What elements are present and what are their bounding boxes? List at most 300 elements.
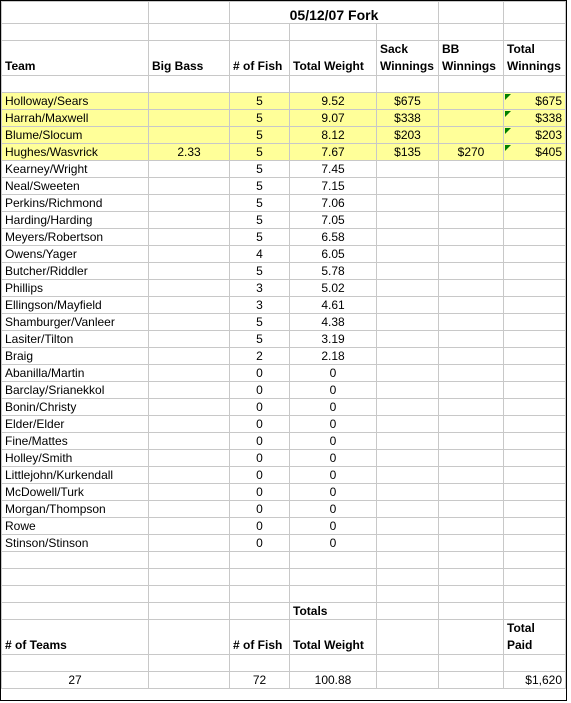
big-bass-cell-text: 2.33 xyxy=(177,145,201,159)
comment-marker-icon xyxy=(505,111,511,117)
num-fish-cell[interactable] xyxy=(230,314,290,331)
num-fish-cell-text: 5 xyxy=(256,315,263,329)
cell[interactable] xyxy=(504,552,566,569)
total-paid-value[interactable]: $1,620 xyxy=(504,672,566,689)
total-weight-cell[interactable] xyxy=(290,433,377,450)
team-cell[interactable] xyxy=(2,144,149,161)
total-winnings-cell[interactable] xyxy=(504,229,566,246)
total-weight-cell[interactable] xyxy=(290,416,377,433)
cell[interactable] xyxy=(439,24,504,41)
total-weight-cell[interactable] xyxy=(290,399,377,416)
team-cell[interactable] xyxy=(2,297,149,314)
team-cell[interactable] xyxy=(2,178,149,195)
team-cell[interactable] xyxy=(2,518,149,535)
total-winnings-cell[interactable] xyxy=(504,263,566,280)
total-winnings-cell[interactable] xyxy=(504,382,566,399)
header-sack-winnings[interactable] xyxy=(377,41,439,76)
cell[interactable] xyxy=(290,76,377,93)
bb-winnings-cell[interactable] xyxy=(439,416,504,433)
cell[interactable] xyxy=(439,603,504,620)
total-winnings-cell[interactable] xyxy=(504,246,566,263)
total-winnings-cell[interactable] xyxy=(504,416,566,433)
num-fish-cell[interactable] xyxy=(230,93,290,110)
team-cell[interactable] xyxy=(2,212,149,229)
total-weight-cell[interactable] xyxy=(290,246,377,263)
big-bass-cell[interactable] xyxy=(149,365,230,382)
cell[interactable] xyxy=(377,620,439,655)
total-weight-cell[interactable] xyxy=(290,518,377,535)
bb-winnings-cell[interactable] xyxy=(439,212,504,229)
team-cell[interactable] xyxy=(2,433,149,450)
header-team[interactable]: Team xyxy=(2,41,149,76)
big-bass-cell[interactable] xyxy=(149,110,230,127)
header-num-fish[interactable]: # of Fish xyxy=(230,41,290,76)
sack-winnings-cell[interactable] xyxy=(377,399,439,416)
cell[interactable] xyxy=(377,552,439,569)
cell[interactable] xyxy=(290,24,377,41)
total-weight-cell-text: 9.07 xyxy=(321,111,345,125)
cell[interactable] xyxy=(377,655,439,672)
bb-winnings-cell[interactable] xyxy=(439,195,504,212)
sack-winnings-cell[interactable] xyxy=(377,416,439,433)
total-winnings-cell[interactable] xyxy=(504,399,566,416)
team-cell[interactable] xyxy=(2,331,149,348)
sack-winnings-cell[interactable] xyxy=(377,246,439,263)
cell[interactable] xyxy=(377,569,439,586)
bb-winnings-cell[interactable] xyxy=(439,535,504,552)
total-weight-cell[interactable] xyxy=(290,450,377,467)
total-weight-cell-text: 0 xyxy=(329,434,337,448)
sheet-title[interactable]: 05/12/07 Fork xyxy=(230,2,439,24)
total-winnings-cell[interactable] xyxy=(504,110,566,127)
cell[interactable] xyxy=(290,552,377,569)
sack-winnings-cell[interactable] xyxy=(377,93,439,110)
sack-winnings-cell[interactable] xyxy=(377,212,439,229)
total-weight-value[interactable]: 100.88 xyxy=(290,672,377,689)
cell[interactable] xyxy=(439,672,504,689)
bb-winnings-cell[interactable] xyxy=(439,110,504,127)
cell[interactable] xyxy=(504,586,566,603)
num-fish-cell[interactable] xyxy=(230,484,290,501)
team-cell[interactable] xyxy=(2,467,149,484)
team-cell-text: Harding/Harding xyxy=(5,213,93,227)
total-winnings-cell[interactable] xyxy=(504,93,566,110)
total-winnings-cell[interactable] xyxy=(504,484,566,501)
total-paid-label[interactable] xyxy=(504,620,566,655)
bb-winnings-cell[interactable] xyxy=(439,314,504,331)
team-cell-text: Littlejohn/Kurkendall xyxy=(5,468,114,482)
num-fish-cell[interactable] xyxy=(230,348,290,365)
cell[interactable] xyxy=(2,586,149,603)
total-weight-cell-text: 2.18 xyxy=(321,349,345,363)
cell[interactable] xyxy=(439,552,504,569)
big-bass-cell[interactable] xyxy=(149,127,230,144)
cell[interactable] xyxy=(290,569,377,586)
team-cell[interactable] xyxy=(2,195,149,212)
big-bass-cell[interactable] xyxy=(149,263,230,280)
bb-winnings-cell[interactable] xyxy=(439,484,504,501)
cell[interactable] xyxy=(149,655,230,672)
big-bass-cell[interactable] xyxy=(149,348,230,365)
table-row xyxy=(2,484,566,501)
bb-winnings-cell[interactable] xyxy=(439,263,504,280)
total-weight-cell[interactable] xyxy=(290,229,377,246)
team-cell[interactable] xyxy=(2,450,149,467)
num-fish-cell[interactable] xyxy=(230,229,290,246)
cell[interactable] xyxy=(149,2,230,24)
total-weight-cell[interactable] xyxy=(290,314,377,331)
total-winnings-cell[interactable] xyxy=(504,518,566,535)
team-cell[interactable] xyxy=(2,110,149,127)
header-total-weight[interactable]: Total Weight xyxy=(290,41,377,76)
sack-winnings-cell[interactable] xyxy=(377,263,439,280)
num-fish-cell[interactable] xyxy=(230,433,290,450)
cell[interactable] xyxy=(377,24,439,41)
total-weight-cell[interactable] xyxy=(290,195,377,212)
team-cell[interactable] xyxy=(2,263,149,280)
big-bass-cell[interactable] xyxy=(149,178,230,195)
big-bass-cell[interactable] xyxy=(149,399,230,416)
total-weight-cell[interactable] xyxy=(290,382,377,399)
total-weight-cell[interactable] xyxy=(290,484,377,501)
num-fish-cell-text: 0 xyxy=(256,383,263,397)
bb-winnings-cell[interactable] xyxy=(439,382,504,399)
cell[interactable] xyxy=(230,24,290,41)
total-winnings-cell[interactable] xyxy=(504,433,566,450)
cell[interactable] xyxy=(377,672,439,689)
cell[interactable] xyxy=(230,603,290,620)
total-paid-line2: Paid xyxy=(507,638,533,652)
num-fish-cell[interactable] xyxy=(230,178,290,195)
cell[interactable] xyxy=(290,586,377,603)
total-winnings-cell[interactable] xyxy=(504,212,566,229)
big-bass-cell[interactable] xyxy=(149,144,230,161)
team-cell[interactable] xyxy=(2,348,149,365)
num-fish-cell-text: 0 xyxy=(256,536,263,550)
total-winnings-cell[interactable] xyxy=(504,144,566,161)
big-bass-cell[interactable] xyxy=(149,416,230,433)
big-bass-cell[interactable] xyxy=(149,433,230,450)
sack-winnings-cell[interactable] xyxy=(377,195,439,212)
total-weight-cell-text: 0 xyxy=(329,417,337,431)
big-bass-cell[interactable] xyxy=(149,467,230,484)
sack-winnings-cell[interactable] xyxy=(377,365,439,382)
total-winnings-cell[interactable] xyxy=(504,331,566,348)
num-fish-cell[interactable] xyxy=(230,416,290,433)
num-fish-cell[interactable] xyxy=(230,127,290,144)
sack-winnings-cell[interactable] xyxy=(377,518,439,535)
big-bass-cell[interactable] xyxy=(149,331,230,348)
total-weight-cell[interactable] xyxy=(290,144,377,161)
cell[interactable] xyxy=(149,620,230,655)
team-cell-text: Braig xyxy=(5,349,34,363)
sack-winnings-cell-text: $135 xyxy=(394,145,421,159)
cell[interactable] xyxy=(504,569,566,586)
total-weight-cell[interactable] xyxy=(290,178,377,195)
header-big-bass[interactable]: Big Bass xyxy=(149,41,230,76)
cell[interactable] xyxy=(439,620,504,655)
num-fish-cell[interactable] xyxy=(230,518,290,535)
cell[interactable] xyxy=(377,76,439,93)
num-fish-cell[interactable] xyxy=(230,331,290,348)
header-bb-winnings[interactable] xyxy=(439,41,504,76)
bb-winnings-cell[interactable] xyxy=(439,280,504,297)
sack-winnings-cell[interactable] xyxy=(377,501,439,518)
sack-winnings-cell[interactable] xyxy=(377,314,439,331)
team-cell-text: Lasiter/Tilton xyxy=(5,332,74,346)
cell[interactable] xyxy=(504,76,566,93)
team-cell-text: Holloway/Sears xyxy=(5,94,89,108)
cell[interactable] xyxy=(439,569,504,586)
team-cell-text: Perkins/Richmond xyxy=(5,196,103,210)
team-cell[interactable] xyxy=(2,501,149,518)
sack-winnings-cell[interactable] xyxy=(377,161,439,178)
cell[interactable] xyxy=(504,655,566,672)
cell[interactable] xyxy=(2,655,149,672)
sack-winnings-cell[interactable] xyxy=(377,127,439,144)
cell[interactable] xyxy=(149,24,230,41)
big-bass-cell[interactable] xyxy=(149,501,230,518)
team-cell-text: Stinson/Stinson xyxy=(5,536,89,550)
num-fish-label[interactable]: # of Fish xyxy=(230,620,290,655)
table-row xyxy=(2,399,566,416)
num-fish-cell[interactable] xyxy=(230,161,290,178)
team-cell-text: Harrah/Maxwell xyxy=(5,111,89,125)
total-winnings-cell[interactable] xyxy=(504,348,566,365)
bb-winnings-cell[interactable] xyxy=(439,246,504,263)
big-bass-cell[interactable] xyxy=(149,314,230,331)
big-bass-cell[interactable] xyxy=(149,246,230,263)
cell[interactable] xyxy=(230,586,290,603)
bb-winnings-cell[interactable] xyxy=(439,365,504,382)
team-cell[interactable] xyxy=(2,280,149,297)
big-bass-cell[interactable] xyxy=(149,212,230,229)
total-weight-cell[interactable] xyxy=(290,263,377,280)
bb-winnings-cell[interactable] xyxy=(439,518,504,535)
total-winnings-cell[interactable] xyxy=(504,467,566,484)
bb-winnings-cell[interactable] xyxy=(439,467,504,484)
num-fish-cell-text: 5 xyxy=(256,162,263,176)
total-winnings-cell[interactable] xyxy=(504,280,566,297)
num-fish-cell[interactable] xyxy=(230,382,290,399)
num-fish-cell[interactable] xyxy=(230,399,290,416)
sack-winnings-cell[interactable] xyxy=(377,178,439,195)
table-row xyxy=(2,127,566,144)
total-winnings-cell[interactable] xyxy=(504,178,566,195)
sack-winnings-cell[interactable] xyxy=(377,144,439,161)
cell[interactable] xyxy=(439,586,504,603)
total-winnings-cell[interactable] xyxy=(504,501,566,518)
total-winnings-cell[interactable] xyxy=(504,195,566,212)
total-weight-cell-text: 0 xyxy=(329,383,337,397)
cell[interactable] xyxy=(149,569,230,586)
num-fish-cell-text: 5 xyxy=(256,332,263,346)
team-cell[interactable] xyxy=(2,246,149,263)
total-winnings-cell[interactable] xyxy=(504,314,566,331)
sack-winnings-cell[interactable] xyxy=(377,229,439,246)
bb-winnings-cell[interactable] xyxy=(439,348,504,365)
table-row xyxy=(2,365,566,382)
num-fish-cell[interactable] xyxy=(230,280,290,297)
cell[interactable] xyxy=(149,603,230,620)
bb-winnings-cell[interactable] xyxy=(439,127,504,144)
big-bass-cell[interactable] xyxy=(149,484,230,501)
sack-winnings-cell[interactable] xyxy=(377,484,439,501)
team-cell[interactable] xyxy=(2,229,149,246)
total-weight-cell[interactable] xyxy=(290,110,377,127)
total-weight-cell[interactable] xyxy=(290,127,377,144)
bb-winnings-cell[interactable] xyxy=(439,93,504,110)
cell[interactable] xyxy=(2,76,149,93)
cell[interactable] xyxy=(2,552,149,569)
cell[interactable] xyxy=(439,76,504,93)
cell[interactable] xyxy=(290,655,377,672)
sack-winnings-cell[interactable] xyxy=(377,110,439,127)
sack-winnings-cell[interactable] xyxy=(377,331,439,348)
cell[interactable] xyxy=(2,24,149,41)
bb-winnings-cell[interactable] xyxy=(439,399,504,416)
num-fish-cell[interactable] xyxy=(230,246,290,263)
sack-winnings-cell[interactable] xyxy=(377,467,439,484)
total-winnings-cell[interactable] xyxy=(504,365,566,382)
num-fish-cell[interactable] xyxy=(230,110,290,127)
total-weight-cell[interactable] xyxy=(290,467,377,484)
bb-winnings-cell[interactable] xyxy=(439,297,504,314)
total-winnings-cell[interactable] xyxy=(504,297,566,314)
table-row xyxy=(2,535,566,552)
num-fish-cell[interactable] xyxy=(230,365,290,382)
cell[interactable] xyxy=(230,76,290,93)
team-cell-text: Ellingson/Mayfield xyxy=(5,298,102,312)
team-cell[interactable] xyxy=(2,127,149,144)
num-fish-cell[interactable] xyxy=(230,195,290,212)
big-bass-cell[interactable] xyxy=(149,518,230,535)
cell[interactable] xyxy=(504,2,566,24)
team-cell[interactable] xyxy=(2,93,149,110)
num-fish-cell-text: 5 xyxy=(256,196,263,210)
total-weight-cell[interactable] xyxy=(290,348,377,365)
sack-winnings-cell-text: $203 xyxy=(394,128,421,142)
sack-winnings-cell[interactable] xyxy=(377,382,439,399)
big-bass-cell[interactable] xyxy=(149,161,230,178)
num-fish-cell[interactable] xyxy=(230,450,290,467)
sack-winnings-cell[interactable] xyxy=(377,297,439,314)
bb-winnings-cell[interactable] xyxy=(439,450,504,467)
bb-winnings-cell[interactable] xyxy=(439,229,504,246)
cell[interactable] xyxy=(504,24,566,41)
cell[interactable] xyxy=(439,2,504,24)
cell[interactable] xyxy=(230,552,290,569)
total-winnings-cell[interactable] xyxy=(504,535,566,552)
total-weight-cell[interactable] xyxy=(290,212,377,229)
totals-label[interactable]: Totals xyxy=(290,603,377,620)
team-cell[interactable] xyxy=(2,161,149,178)
total-weight-cell[interactable] xyxy=(290,365,377,382)
big-bass-cell[interactable] xyxy=(149,382,230,399)
num-fish-cell[interactable] xyxy=(230,297,290,314)
team-cell[interactable] xyxy=(2,416,149,433)
team-cell[interactable] xyxy=(2,382,149,399)
num-teams-value[interactable]: 27 xyxy=(2,672,149,689)
big-bass-cell[interactable] xyxy=(149,195,230,212)
cell[interactable] xyxy=(377,586,439,603)
bb-winnings-cell[interactable] xyxy=(439,144,504,161)
cell[interactable] xyxy=(504,603,566,620)
cell[interactable] xyxy=(377,603,439,620)
num-fish-cell[interactable] xyxy=(230,263,290,280)
sack-winnings-cell[interactable] xyxy=(377,348,439,365)
num-fish-cell[interactable] xyxy=(230,144,290,161)
big-bass-cell[interactable] xyxy=(149,297,230,314)
total-weight-cell-text: 7.05 xyxy=(321,213,345,227)
bb-winnings-cell[interactable] xyxy=(439,178,504,195)
cell[interactable] xyxy=(230,569,290,586)
bb-winnings-cell[interactable] xyxy=(439,161,504,178)
cell[interactable] xyxy=(439,655,504,672)
num-fish-value[interactable]: 72 xyxy=(230,672,290,689)
total-weight-cell[interactable] xyxy=(290,501,377,518)
bb-winnings-cell[interactable] xyxy=(439,501,504,518)
team-cell[interactable] xyxy=(2,314,149,331)
total-winnings-cell[interactable] xyxy=(504,161,566,178)
total-weight-cell[interactable] xyxy=(290,161,377,178)
header-total-line2: Winnings xyxy=(507,59,561,73)
num-fish-cell[interactable] xyxy=(230,501,290,518)
total-winnings-cell[interactable] xyxy=(504,450,566,467)
cell[interactable] xyxy=(230,655,290,672)
cell[interactable] xyxy=(149,586,230,603)
cell[interactable] xyxy=(2,2,149,24)
big-bass-cell[interactable] xyxy=(149,280,230,297)
big-bass-cell[interactable] xyxy=(149,535,230,552)
cell[interactable] xyxy=(149,672,230,689)
total-weight-cell[interactable] xyxy=(290,297,377,314)
total-winnings-cell[interactable] xyxy=(504,127,566,144)
table-row xyxy=(2,280,566,297)
total-weight-cell[interactable] xyxy=(290,535,377,552)
sack-winnings-cell[interactable] xyxy=(377,450,439,467)
bb-winnings-cell[interactable] xyxy=(439,433,504,450)
sack-winnings-cell[interactable] xyxy=(377,280,439,297)
total-weight-cell-text: 6.58 xyxy=(321,230,345,244)
cell[interactable] xyxy=(2,569,149,586)
sack-winnings-cell[interactable] xyxy=(377,433,439,450)
total-weight-cell[interactable] xyxy=(290,280,377,297)
num-teams-label[interactable]: # of Teams xyxy=(2,620,149,655)
num-fish-cell[interactable] xyxy=(230,212,290,229)
cell[interactable] xyxy=(2,603,149,620)
num-fish-cell[interactable] xyxy=(230,467,290,484)
num-fish-cell-text: 0 xyxy=(256,502,263,516)
big-bass-cell[interactable] xyxy=(149,93,230,110)
total-weight-label[interactable]: Total Weight xyxy=(290,620,377,655)
team-cell[interactable] xyxy=(2,484,149,501)
team-cell[interactable] xyxy=(2,535,149,552)
header-total-winnings[interactable] xyxy=(504,41,566,76)
team-cell[interactable] xyxy=(2,365,149,382)
bb-winnings-cell[interactable] xyxy=(439,331,504,348)
sack-winnings-cell[interactable] xyxy=(377,535,439,552)
cell[interactable] xyxy=(149,552,230,569)
big-bass-cell[interactable] xyxy=(149,229,230,246)
cell[interactable] xyxy=(149,76,230,93)
total-weight-cell[interactable] xyxy=(290,93,377,110)
big-bass-cell[interactable] xyxy=(149,450,230,467)
num-fish-cell[interactable] xyxy=(230,535,290,552)
total-weight-cell[interactable] xyxy=(290,331,377,348)
num-fish-cell-text: 5 xyxy=(256,179,263,193)
team-cell[interactable] xyxy=(2,399,149,416)
